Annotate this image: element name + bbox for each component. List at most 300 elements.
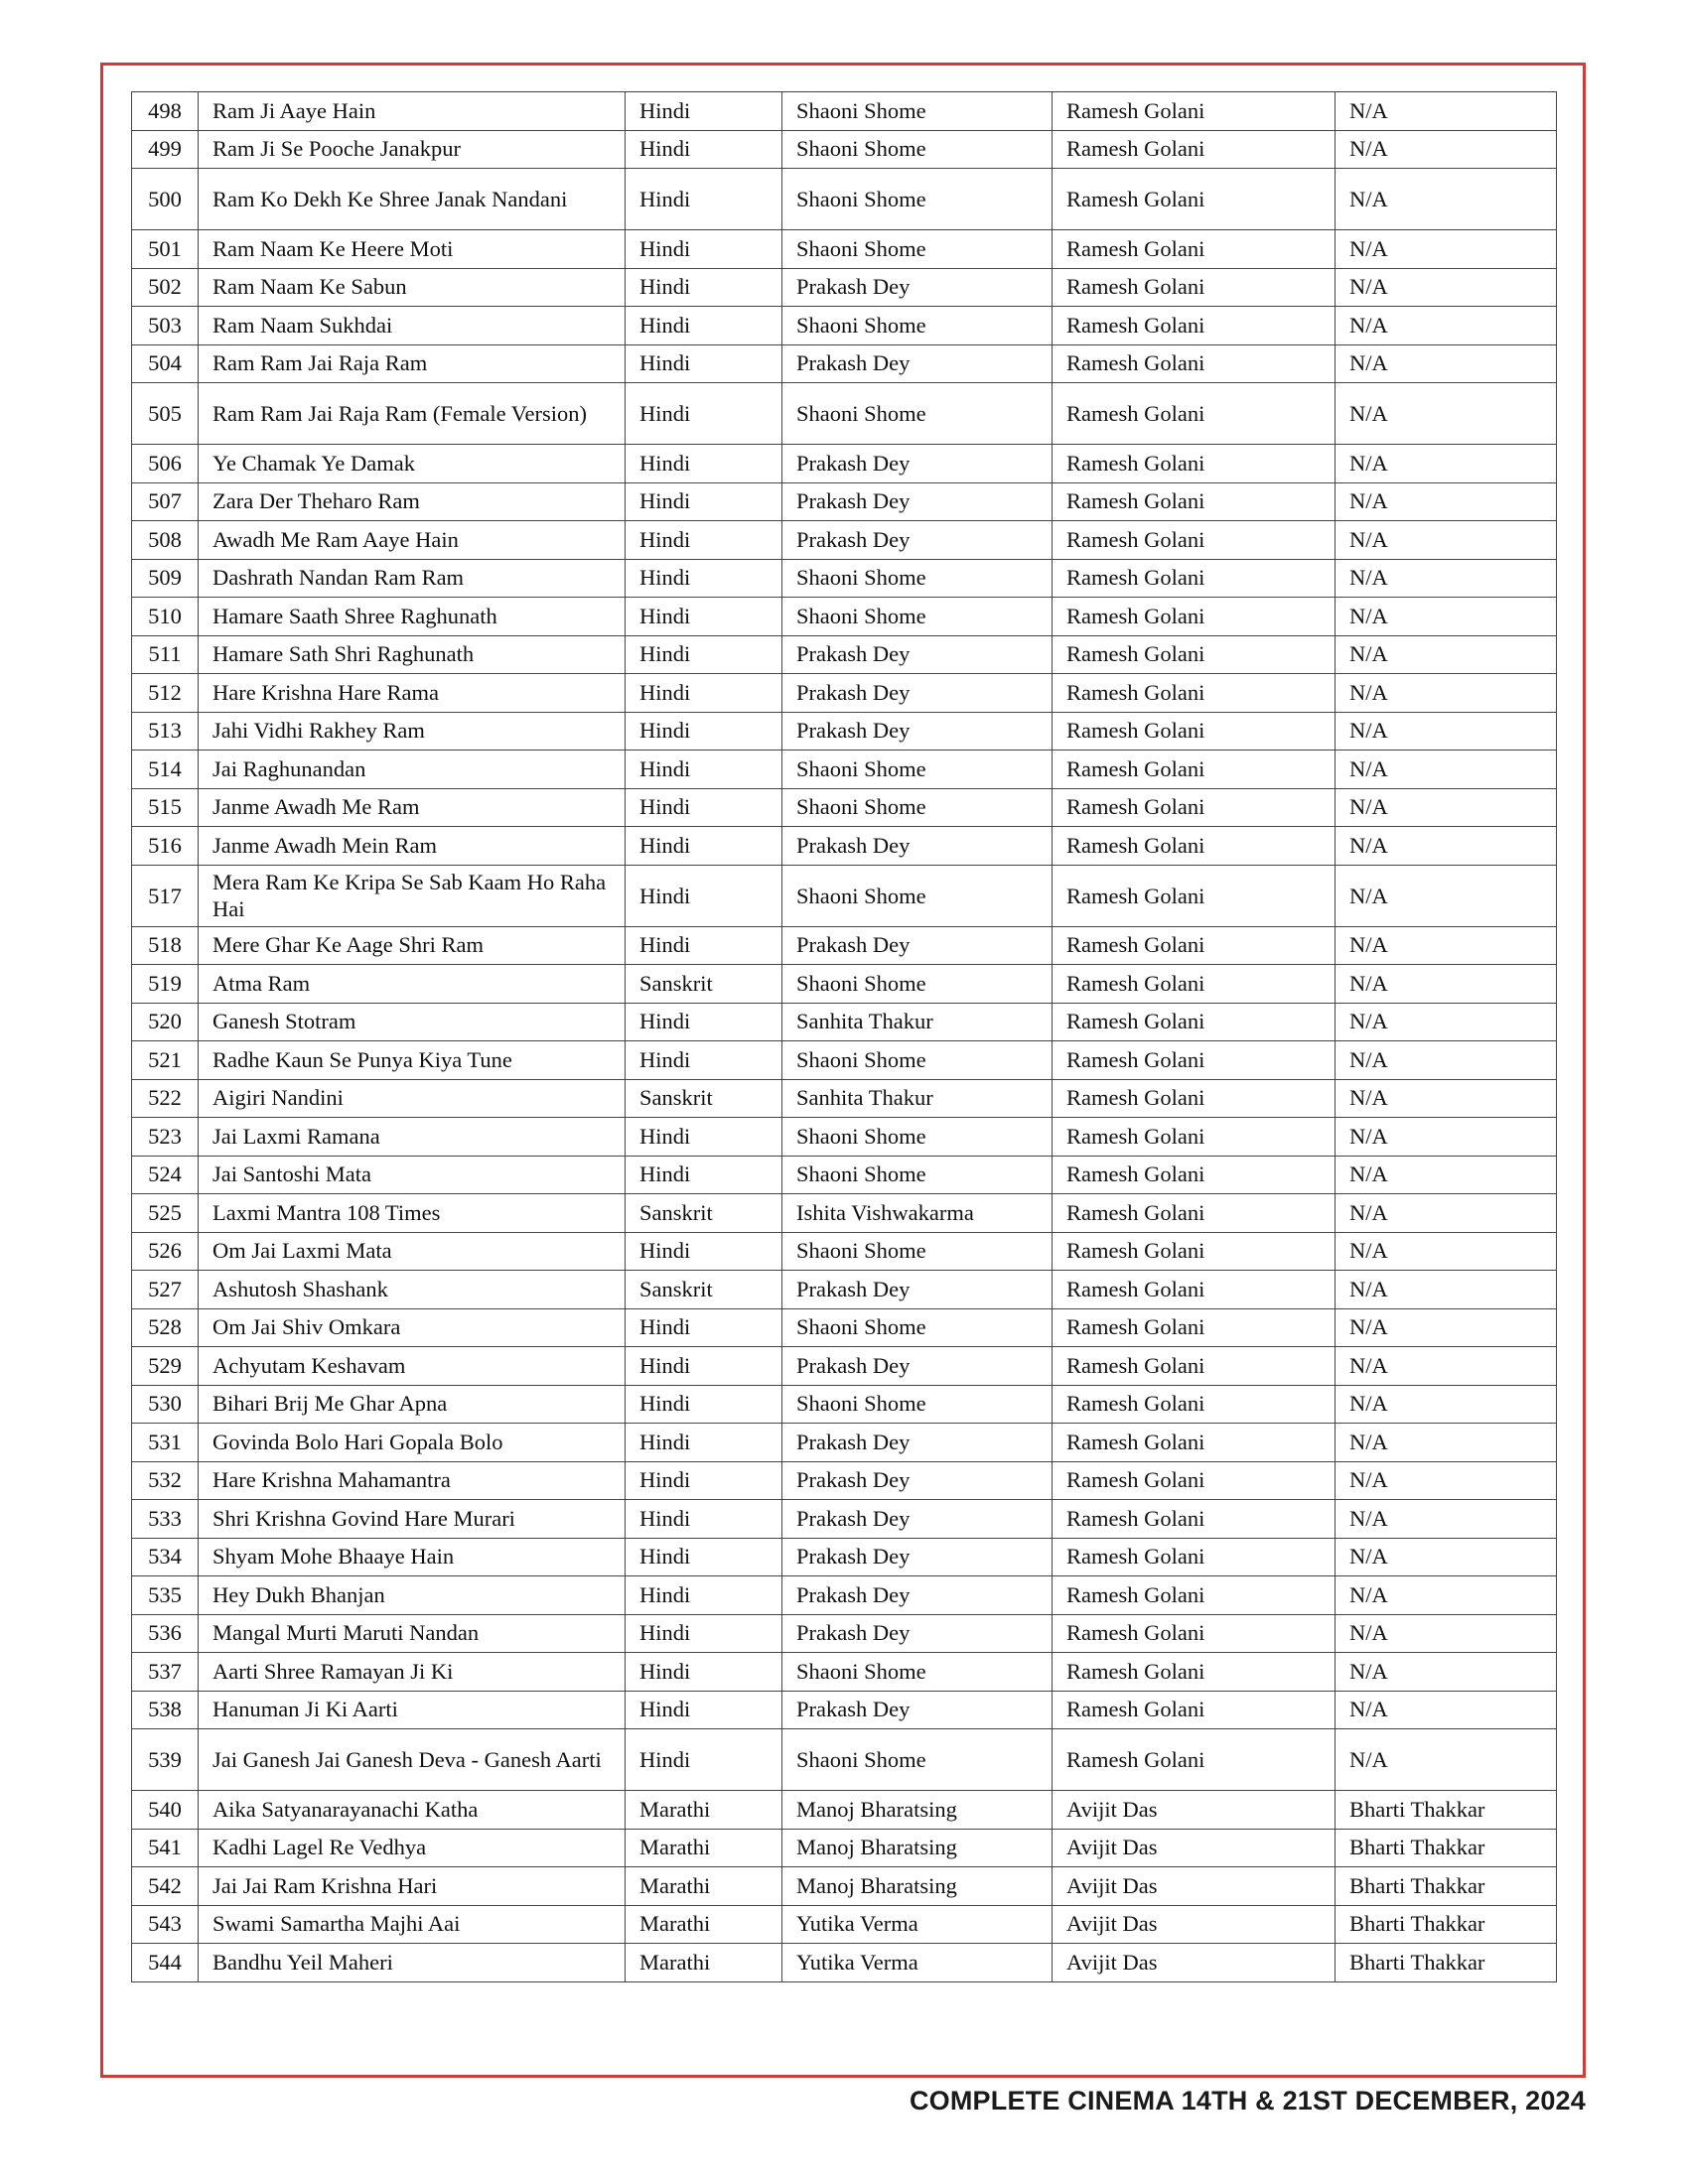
cell-singer: Shaoni Shome — [782, 1118, 1053, 1157]
cell-song-title: Shri Krishna Govind Hare Murari — [199, 1500, 626, 1539]
cell-row-number: 503 — [132, 307, 199, 345]
cell-music-director: Ramesh Golani — [1053, 230, 1336, 269]
cell-singer: Shaoni Shome — [782, 1041, 1053, 1080]
cell-lyricist: N/A — [1336, 674, 1557, 713]
table-row — [132, 344, 1557, 383]
cell-lyricist: Bharti Thakkar — [1336, 1867, 1557, 1906]
cell-lyricist: N/A — [1336, 559, 1557, 598]
table-row — [132, 827, 1557, 866]
cell-song-title: Janme Awadh Me Ram — [199, 788, 626, 827]
cell-language: Hindi — [626, 383, 782, 445]
cell-song-title: Aigiri Nandini — [199, 1079, 626, 1118]
cell-singer: Shaoni Shome — [782, 1385, 1053, 1424]
cell-music-director: Avijit Das — [1053, 1867, 1336, 1906]
cell-singer: Prakash Dey — [782, 344, 1053, 383]
cell-music-director: Ramesh Golani — [1053, 307, 1336, 345]
cell-music-director: Ramesh Golani — [1053, 1576, 1336, 1615]
cell-row-number: 524 — [132, 1156, 199, 1194]
cell-music-director: Ramesh Golani — [1053, 92, 1336, 131]
cell-row-number: 544 — [132, 1944, 199, 1982]
cell-song-title: Bandhu Yeil Maheri — [199, 1944, 626, 1982]
cell-singer: Prakash Dey — [782, 926, 1053, 965]
cell-lyricist: N/A — [1336, 1194, 1557, 1233]
cell-music-director: Ramesh Golani — [1053, 521, 1336, 560]
cell-lyricist: N/A — [1336, 1079, 1557, 1118]
cell-language: Hindi — [626, 169, 782, 230]
cell-song-title: Ram Naam Ke Sabun — [199, 268, 626, 307]
cell-language: Hindi — [626, 1347, 782, 1386]
cell-lyricist: N/A — [1336, 1271, 1557, 1309]
cell-song-title: Ram Ram Jai Raja Ram (Female Version) — [199, 383, 626, 445]
cell-singer: Shaoni Shome — [782, 1308, 1053, 1347]
cell-music-director: Ramesh Golani — [1053, 1156, 1336, 1194]
cell-row-number: 528 — [132, 1308, 199, 1347]
cell-language: Hindi — [626, 712, 782, 751]
cell-song-title: Ram Ram Jai Raja Ram — [199, 344, 626, 383]
cell-music-director: Avijit Das — [1053, 1791, 1336, 1830]
cell-singer: Shaoni Shome — [782, 307, 1053, 345]
cell-language: Hindi — [626, 307, 782, 345]
cell-language: Hindi — [626, 559, 782, 598]
cell-language: Hindi — [626, 344, 782, 383]
cell-row-number: 540 — [132, 1791, 199, 1830]
cell-row-number: 526 — [132, 1232, 199, 1271]
cell-music-director: Ramesh Golani — [1053, 1424, 1336, 1462]
cell-song-title: Hamare Sath Shri Raghunath — [199, 635, 626, 674]
cell-music-director: Ramesh Golani — [1053, 674, 1336, 713]
table-row — [132, 1003, 1557, 1041]
cell-language: Hindi — [626, 1232, 782, 1271]
cell-lyricist: N/A — [1336, 344, 1557, 383]
cell-song-title: Zara Der Theharo Ram — [199, 482, 626, 521]
table-row — [132, 1691, 1557, 1729]
cell-music-director: Ramesh Golani — [1053, 1461, 1336, 1500]
cell-language: Marathi — [626, 1829, 782, 1867]
cell-row-number: 514 — [132, 751, 199, 789]
table-row — [132, 926, 1557, 965]
cell-row-number: 539 — [132, 1729, 199, 1791]
table-row — [132, 130, 1557, 169]
cell-song-title: Laxmi Mantra 108 Times — [199, 1194, 626, 1233]
cell-language: Hindi — [626, 926, 782, 965]
cell-singer: Shaoni Shome — [782, 965, 1053, 1004]
cell-language: Sanskrit — [626, 1079, 782, 1118]
cell-song-title: Hanuman Ji Ki Aarti — [199, 1691, 626, 1729]
table-row — [132, 1271, 1557, 1309]
table-row — [132, 751, 1557, 789]
cell-row-number: 535 — [132, 1576, 199, 1615]
cell-language: Hindi — [626, 445, 782, 483]
cell-row-number: 533 — [132, 1500, 199, 1539]
cell-music-director: Ramesh Golani — [1053, 130, 1336, 169]
table-row — [132, 1500, 1557, 1539]
cell-singer: Yutika Verma — [782, 1905, 1053, 1944]
cell-lyricist: N/A — [1336, 268, 1557, 307]
table-row — [132, 1653, 1557, 1692]
cell-language: Sanskrit — [626, 1271, 782, 1309]
cell-singer: Prakash Dey — [782, 1576, 1053, 1615]
cell-lyricist: N/A — [1336, 751, 1557, 789]
table-row — [132, 712, 1557, 751]
cell-language: Sanskrit — [626, 1194, 782, 1233]
cell-language: Hindi — [626, 1538, 782, 1576]
cell-music-director: Ramesh Golani — [1053, 926, 1336, 965]
cell-row-number: 543 — [132, 1905, 199, 1944]
cell-row-number: 501 — [132, 230, 199, 269]
cell-singer: Shaoni Shome — [782, 169, 1053, 230]
cell-language: Hindi — [626, 1118, 782, 1157]
cell-singer: Prakash Dey — [782, 1424, 1053, 1462]
cell-language: Hindi — [626, 1461, 782, 1500]
cell-music-director: Ramesh Golani — [1053, 635, 1336, 674]
cell-singer: Shaoni Shome — [782, 865, 1053, 926]
cell-row-number: 511 — [132, 635, 199, 674]
cell-row-number: 537 — [132, 1653, 199, 1692]
cell-row-number: 542 — [132, 1867, 199, 1906]
cell-singer: Shaoni Shome — [782, 788, 1053, 827]
cell-singer: Prakash Dey — [782, 521, 1053, 560]
cell-song-title: Hey Dukh Bhanjan — [199, 1576, 626, 1615]
cell-song-title: Mera Ram Ke Kripa Se Sab Kaam Ho Raha Hai — [199, 865, 626, 926]
cell-language: Hindi — [626, 1424, 782, 1462]
cell-language: Hindi — [626, 1003, 782, 1041]
cell-singer: Prakash Dey — [782, 1691, 1053, 1729]
cell-language: Hindi — [626, 521, 782, 560]
table-row — [132, 92, 1557, 131]
cell-language: Hindi — [626, 1729, 782, 1791]
table-row — [132, 788, 1557, 827]
cell-row-number: 527 — [132, 1271, 199, 1309]
cell-song-title: Hare Krishna Hare Rama — [199, 674, 626, 713]
cell-song-title: Mangal Murti Maruti Nandan — [199, 1614, 626, 1653]
cell-language: Hindi — [626, 865, 782, 926]
cell-row-number: 525 — [132, 1194, 199, 1233]
cell-song-title: Swami Samartha Majhi Aai — [199, 1905, 626, 1944]
cell-song-title: Kadhi Lagel Re Vedhya — [199, 1829, 626, 1867]
cell-lyricist: N/A — [1336, 1347, 1557, 1386]
cell-singer: Prakash Dey — [782, 445, 1053, 483]
cell-lyricist: N/A — [1336, 1308, 1557, 1347]
cell-language: Sanskrit — [626, 965, 782, 1004]
cell-row-number: 517 — [132, 865, 199, 926]
table-row — [132, 445, 1557, 483]
cell-music-director: Ramesh Golani — [1053, 1079, 1336, 1118]
table-row — [132, 559, 1557, 598]
table-row — [132, 1118, 1557, 1157]
cell-language: Marathi — [626, 1905, 782, 1944]
cell-language: Hindi — [626, 230, 782, 269]
cell-language: Hindi — [626, 1500, 782, 1539]
cell-row-number: 522 — [132, 1079, 199, 1118]
cell-song-title: Ram Ko Dekh Ke Shree Janak Nandani — [199, 169, 626, 230]
cell-song-title: Om Jai Shiv Omkara — [199, 1308, 626, 1347]
cell-music-director: Ramesh Golani — [1053, 268, 1336, 307]
cell-row-number: 504 — [132, 344, 199, 383]
table-row — [132, 1232, 1557, 1271]
cell-row-number: 513 — [132, 712, 199, 751]
cell-song-title: Ram Naam Sukhdai — [199, 307, 626, 345]
cell-lyricist: N/A — [1336, 712, 1557, 751]
cell-music-director: Ramesh Golani — [1053, 1729, 1336, 1791]
cell-row-number: 521 — [132, 1041, 199, 1080]
cell-row-number: 506 — [132, 445, 199, 483]
cell-music-director: Ramesh Golani — [1053, 559, 1336, 598]
cell-singer: Prakash Dey — [782, 712, 1053, 751]
cell-row-number: 532 — [132, 1461, 199, 1500]
cell-music-director: Ramesh Golani — [1053, 1041, 1336, 1080]
cell-singer: Shaoni Shome — [782, 230, 1053, 269]
cell-lyricist: N/A — [1336, 1614, 1557, 1653]
footer-publication-line: COMPLETE CINEMA 14TH & 21ST DECEMBER, 2024 — [909, 2086, 1586, 2116]
cell-lyricist: N/A — [1336, 307, 1557, 345]
cell-music-director: Avijit Das — [1053, 1829, 1336, 1867]
cell-singer: Prakash Dey — [782, 268, 1053, 307]
table-row — [132, 1194, 1557, 1233]
cell-lyricist: N/A — [1336, 865, 1557, 926]
cell-song-title: Aika Satyanarayanachi Katha — [199, 1791, 626, 1830]
cell-row-number: 523 — [132, 1118, 199, 1157]
cell-music-director: Ramesh Golani — [1053, 1271, 1336, 1309]
cell-language: Hindi — [626, 1308, 782, 1347]
cell-row-number: 498 — [132, 92, 199, 131]
cell-singer: Prakash Dey — [782, 635, 1053, 674]
cell-lyricist: N/A — [1336, 1500, 1557, 1539]
cell-singer: Prakash Dey — [782, 1461, 1053, 1500]
cell-row-number: 519 — [132, 965, 199, 1004]
cell-row-number: 520 — [132, 1003, 199, 1041]
cell-singer: Shaoni Shome — [782, 383, 1053, 445]
cell-lyricist: N/A — [1336, 1538, 1557, 1576]
cell-singer: Shaoni Shome — [782, 92, 1053, 131]
table-row — [132, 1829, 1557, 1867]
table-row — [132, 1614, 1557, 1653]
cell-lyricist: N/A — [1336, 635, 1557, 674]
cell-lyricist: N/A — [1336, 1576, 1557, 1615]
cell-row-number: 516 — [132, 827, 199, 866]
cell-music-director: Ramesh Golani — [1053, 482, 1336, 521]
cell-music-director: Ramesh Golani — [1053, 1232, 1336, 1271]
cell-lyricist: N/A — [1336, 1461, 1557, 1500]
cell-language: Hindi — [626, 635, 782, 674]
table-row — [132, 1729, 1557, 1791]
cell-singer: Prakash Dey — [782, 1614, 1053, 1653]
cell-language: Marathi — [626, 1791, 782, 1830]
cell-music-director: Ramesh Golani — [1053, 1614, 1336, 1653]
table-row — [132, 1385, 1557, 1424]
cell-row-number: 509 — [132, 559, 199, 598]
cell-music-director: Ramesh Golani — [1053, 1691, 1336, 1729]
cell-row-number: 502 — [132, 268, 199, 307]
cell-lyricist: Bharti Thakkar — [1336, 1791, 1557, 1830]
cell-music-director: Ramesh Golani — [1053, 1118, 1336, 1157]
cell-lyricist: N/A — [1336, 1729, 1557, 1791]
cell-song-title: Jai Ganesh Jai Ganesh Deva - Ganesh Aarti — [199, 1729, 626, 1791]
cell-lyricist: N/A — [1336, 92, 1557, 131]
cell-music-director: Ramesh Golani — [1053, 1308, 1336, 1347]
cell-lyricist: N/A — [1336, 965, 1557, 1004]
cell-music-director: Avijit Das — [1053, 1905, 1336, 1944]
cell-lyricist: N/A — [1336, 1041, 1557, 1080]
table-row — [132, 1538, 1557, 1576]
cell-lyricist: N/A — [1336, 1156, 1557, 1194]
cell-music-director: Ramesh Golani — [1053, 169, 1336, 230]
cell-lyricist: N/A — [1336, 1232, 1557, 1271]
cell-song-title: Jai Laxmi Ramana — [199, 1118, 626, 1157]
cell-lyricist: N/A — [1336, 169, 1557, 230]
cell-music-director: Ramesh Golani — [1053, 788, 1336, 827]
table-row — [132, 169, 1557, 230]
cell-lyricist: Bharti Thakkar — [1336, 1905, 1557, 1944]
cell-lyricist: N/A — [1336, 827, 1557, 866]
table-row — [132, 1156, 1557, 1194]
cell-music-director: Ramesh Golani — [1053, 1500, 1336, 1539]
cell-singer: Shaoni Shome — [782, 559, 1053, 598]
cell-singer: Shaoni Shome — [782, 751, 1053, 789]
table-row — [132, 1079, 1557, 1118]
cell-lyricist: N/A — [1336, 521, 1557, 560]
cell-music-director: Ramesh Golani — [1053, 965, 1336, 1004]
cell-singer: Shaoni Shome — [782, 598, 1053, 636]
cell-row-number: 499 — [132, 130, 199, 169]
cell-singer: Prakash Dey — [782, 1538, 1053, 1576]
cell-music-director: Ramesh Golani — [1053, 445, 1336, 483]
cell-row-number: 512 — [132, 674, 199, 713]
cell-language: Hindi — [626, 1385, 782, 1424]
cell-lyricist: N/A — [1336, 230, 1557, 269]
cell-row-number: 507 — [132, 482, 199, 521]
cell-singer: Prakash Dey — [782, 1347, 1053, 1386]
cell-song-title: Awadh Me Ram Aaye Hain — [199, 521, 626, 560]
table-row — [132, 1944, 1557, 1982]
cell-singer: Shaoni Shome — [782, 1232, 1053, 1271]
cell-row-number: 500 — [132, 169, 199, 230]
cell-song-title: Jai Raghunandan — [199, 751, 626, 789]
cell-row-number: 530 — [132, 1385, 199, 1424]
cell-language: Marathi — [626, 1944, 782, 1982]
cell-singer: Shaoni Shome — [782, 1653, 1053, 1692]
cell-music-director: Avijit Das — [1053, 1944, 1336, 1982]
table-row — [132, 307, 1557, 345]
cell-language: Hindi — [626, 1156, 782, 1194]
cell-row-number: 508 — [132, 521, 199, 560]
cell-song-title: Jai Jai Ram Krishna Hari — [199, 1867, 626, 1906]
cell-lyricist: Bharti Thakkar — [1336, 1829, 1557, 1867]
table-row — [132, 230, 1557, 269]
cell-row-number: 529 — [132, 1347, 199, 1386]
cell-row-number: 531 — [132, 1424, 199, 1462]
cell-song-title: Radhe Kaun Se Punya Kiya Tune — [199, 1041, 626, 1080]
cell-language: Hindi — [626, 751, 782, 789]
cell-song-title: Ye Chamak Ye Damak — [199, 445, 626, 483]
cell-singer: Prakash Dey — [782, 827, 1053, 866]
cell-music-director: Ramesh Golani — [1053, 598, 1336, 636]
cell-singer: Shaoni Shome — [782, 1156, 1053, 1194]
cell-music-director: Ramesh Golani — [1053, 827, 1336, 866]
cell-language: Hindi — [626, 1041, 782, 1080]
table-row — [132, 521, 1557, 560]
cell-singer: Manoj Bharatsing — [782, 1829, 1053, 1867]
cell-music-director: Ramesh Golani — [1053, 1003, 1336, 1041]
cell-singer: Shaoni Shome — [782, 1729, 1053, 1791]
cell-music-director: Ramesh Golani — [1053, 1538, 1336, 1576]
table-row — [132, 1867, 1557, 1906]
cell-singer: Prakash Dey — [782, 482, 1053, 521]
table-row — [132, 1424, 1557, 1462]
cell-row-number: 515 — [132, 788, 199, 827]
cell-language: Marathi — [626, 1867, 782, 1906]
cell-lyricist: N/A — [1336, 1003, 1557, 1041]
cell-language: Hindi — [626, 674, 782, 713]
song-table-body — [132, 92, 1557, 1982]
table-row — [132, 1905, 1557, 1944]
cell-language: Hindi — [626, 1653, 782, 1692]
cell-row-number: 536 — [132, 1614, 199, 1653]
table-row — [132, 1347, 1557, 1386]
cell-language: Hindi — [626, 827, 782, 866]
cell-song-title: Mere Ghar Ke Aage Shri Ram — [199, 926, 626, 965]
table-row — [132, 674, 1557, 713]
table-row — [132, 482, 1557, 521]
cell-lyricist: N/A — [1336, 926, 1557, 965]
cell-lyricist: Bharti Thakkar — [1336, 1944, 1557, 1982]
cell-singer: Sanhita Thakur — [782, 1003, 1053, 1041]
cell-song-title: Jahi Vidhi Rakhey Ram — [199, 712, 626, 751]
cell-song-title: Hare Krishna Mahamantra — [199, 1461, 626, 1500]
cell-singer: Yutika Verma — [782, 1944, 1053, 1982]
cell-music-director: Ramesh Golani — [1053, 712, 1336, 751]
table-row — [132, 598, 1557, 636]
cell-lyricist: N/A — [1336, 1118, 1557, 1157]
cell-row-number: 518 — [132, 926, 199, 965]
cell-song-title: Ram Naam Ke Heere Moti — [199, 230, 626, 269]
cell-song-title: Ram Ji Se Pooche Janakpur — [199, 130, 626, 169]
cell-row-number: 505 — [132, 383, 199, 445]
cell-row-number: 510 — [132, 598, 199, 636]
cell-language: Hindi — [626, 1691, 782, 1729]
cell-music-director: Ramesh Golani — [1053, 383, 1336, 445]
cell-lyricist: N/A — [1336, 482, 1557, 521]
cell-song-title: Ashutosh Shashank — [199, 1271, 626, 1309]
cell-language: Hindi — [626, 92, 782, 131]
cell-music-director: Ramesh Golani — [1053, 344, 1336, 383]
cell-song-title: Ganesh Stotram — [199, 1003, 626, 1041]
cell-lyricist: N/A — [1336, 383, 1557, 445]
cell-singer: Sanhita Thakur — [782, 1079, 1053, 1118]
table-row — [132, 635, 1557, 674]
table-row — [132, 1461, 1557, 1500]
table-row — [132, 1308, 1557, 1347]
table-row — [132, 1041, 1557, 1080]
cell-music-director: Ramesh Golani — [1053, 751, 1336, 789]
cell-lyricist: N/A — [1336, 788, 1557, 827]
cell-song-title: Ram Ji Aaye Hain — [199, 92, 626, 131]
cell-singer: Prakash Dey — [782, 674, 1053, 713]
cell-song-title: Om Jai Laxmi Mata — [199, 1232, 626, 1271]
table-row — [132, 865, 1557, 926]
cell-lyricist: N/A — [1336, 1691, 1557, 1729]
cell-lyricist: N/A — [1336, 445, 1557, 483]
cell-language: Hindi — [626, 482, 782, 521]
cell-music-director: Ramesh Golani — [1053, 1194, 1336, 1233]
cell-song-title: Hamare Saath Shree Raghunath — [199, 598, 626, 636]
cell-music-director: Ramesh Golani — [1053, 1385, 1336, 1424]
song-table — [131, 91, 1557, 1982]
cell-lyricist: N/A — [1336, 598, 1557, 636]
table-row — [132, 268, 1557, 307]
table-row — [132, 1576, 1557, 1615]
cell-music-director: Ramesh Golani — [1053, 1347, 1336, 1386]
cell-language: Hindi — [626, 598, 782, 636]
